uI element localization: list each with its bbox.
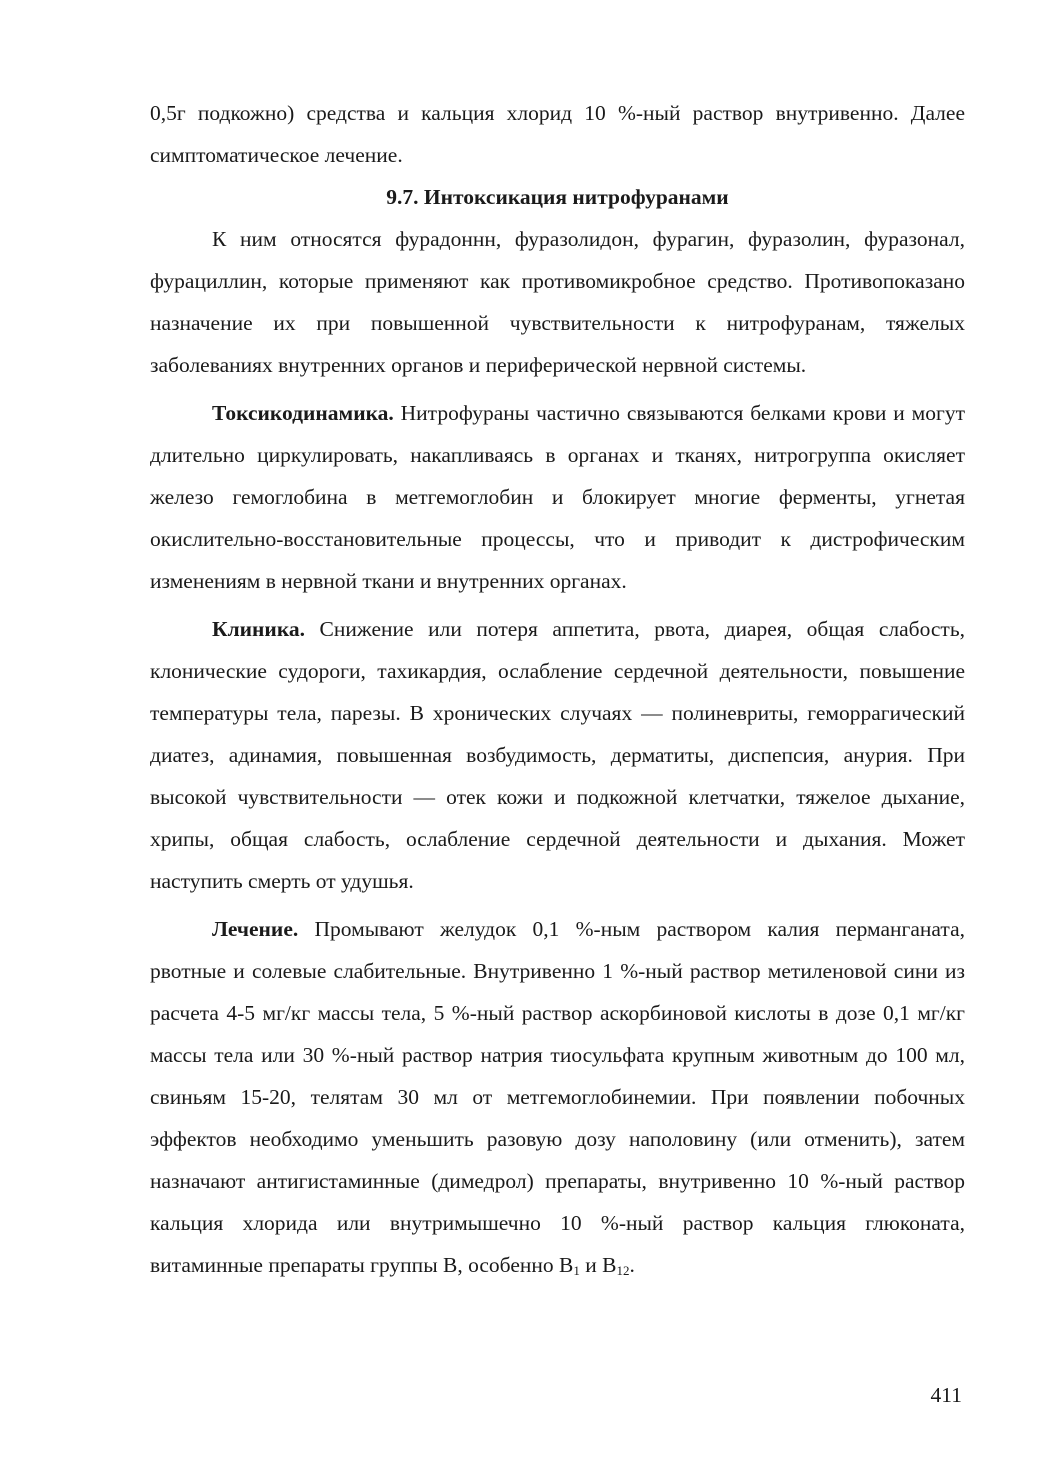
treatment-subscript-12: 12 [616,1263,630,1278]
treatment-text-end: . [629,1253,635,1277]
treatment-paragraph [150,908,965,1286]
clinic-label: Клиника. [212,617,306,641]
toxicodynamics-paragraph [150,392,965,602]
clinic-text: Снижение или потеря аппетита, рвота, диарея, общая слабость, клонические судороги, тахикардия, ослабление сердечной деятельности, повышение температуры тела, парезы. В хронических случаях — полиневриты, геморрагический диатез, адинамия, повышенная возбудимость, дерматиты, диспепсия, анурия. При высокой чувствительности — отек кожи и подкожной клетчатки, тяжелое дыхание, хрипы, общая слабость, ослабление сердечной деятельности и дыхания. Может наступить смерть от удушья. [150,617,965,893]
toxicodynamics-label: Токсикодинамика. [212,401,394,425]
treatment-text: Промывают желудок 0,1 %-ным раствором калия перманганата, рвотные и солевые слабительные. Внутривенно 1 %-ный раствор метиленовой сини из расчета 4-5 мг/кг массы тела, 5 %-ный раствор аскорбиновой кислоты в дозе 0,1 мг/кг массы тела или 30 %-ный раствор натрия тиосульфата крупным животным до 100 мл, свиньям 15-20, телятам 30 мл от метгемоглобинемии. При появлении побочных эффектов необходимо уменьшить разовую дозу наполовину (или отменить), затем назначают антигистаминные (димедрол) препараты, внутривенно 10 %-ный раствор кальция хлорида или внутримышечно 10 %-ный раствор кальция глюконата, витаминные препараты группы В, особенно В [150,917,965,1277]
toxicodynamics-text: Нитрофураны частично связываются белками крови и могут длительно циркулировать, накапливаясь в органах и тканях, нитрогруппа окисляет железо гемоглобина в метгемоглобин и блокирует многие ферменты, угнетая окислительно-восстановительные процессы, что и приводит к дистрофическим изменениям в нервной ткани и внутренних органах. [150,401,965,593]
clinic-paragraph [150,608,965,902]
intro-paragraph: К ним относятся фурадоннн, фуразолидон, фурагин, фуразолин, фуразонал, фурациллин, которые применяют как противомикробное средство. Противопоказано назначение их при повышенной чувствительности к нитрофуранам, тяжелых заболеваниях внутренних органов и периферической нервной системы. [150,227,965,377]
treatment-text-middle: и В [579,1253,617,1277]
continuation-paragraph: 0,5г подкожно) средства и кальция хлорид 10 %-ный раствор внутривенно. Далее симптоматическое лечение. [150,101,965,167]
page-body [150,92,965,1286]
page-number: 411 [930,1383,962,1407]
treatment-label: Лечение. [212,917,299,941]
section-title: 9.7. Интоксикация нитрофуранами [386,185,729,209]
treatment-subscript-1: 1 [573,1263,580,1278]
